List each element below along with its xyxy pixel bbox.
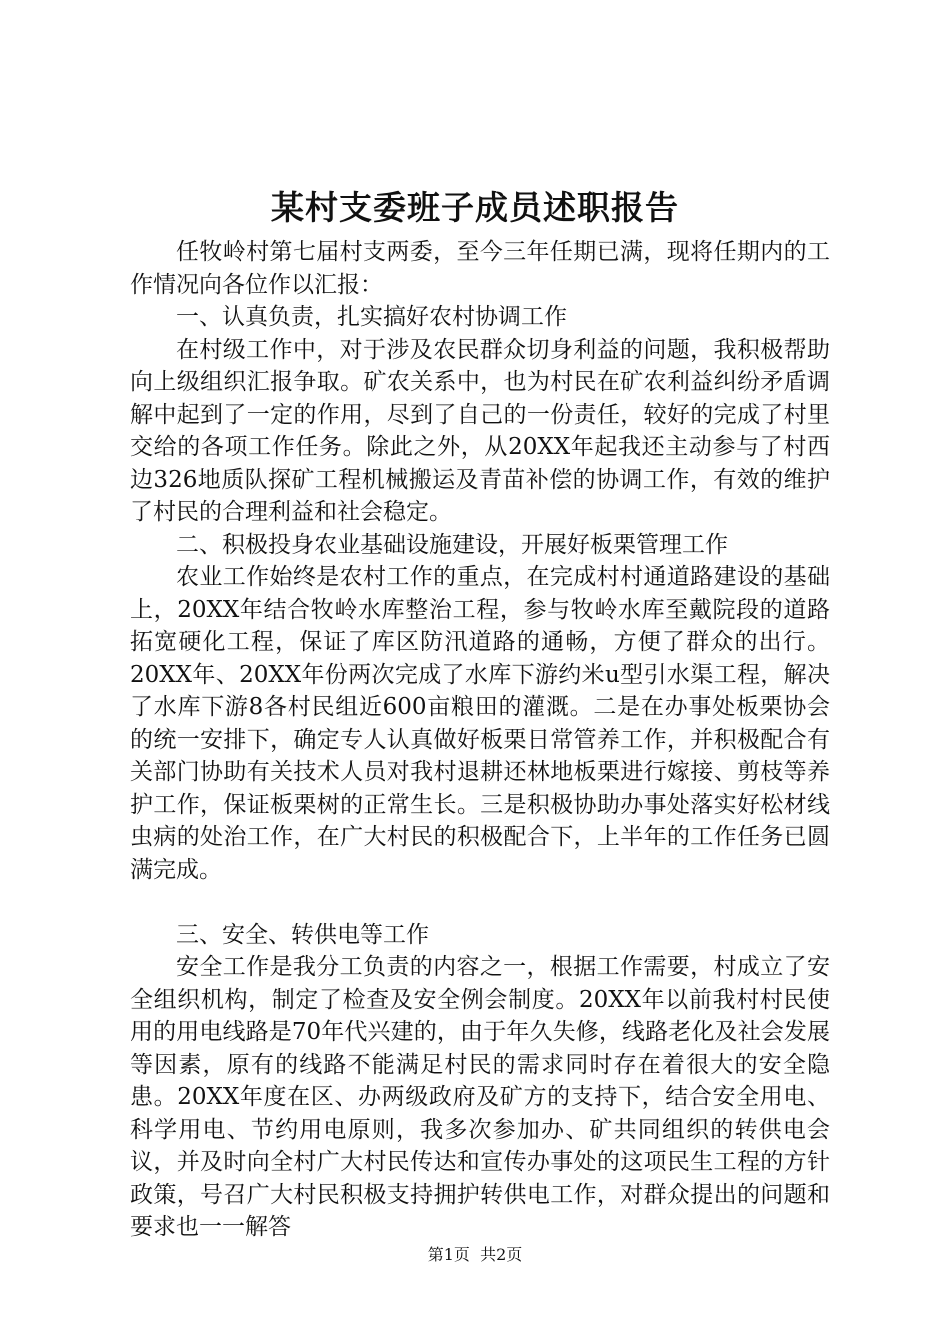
- page-footer: [0, 1244, 950, 1266]
- section-3-body: 安全工作是我分工负责的内容之一，根据工作需要，村成立了安全组织机构，制定了检查及安全例会制度。20XX年以前我村村民使用的用电线路是70年代兴建的，由于年久失修，线路老化及社会发展等因素，原有的线路不能满足村民的需求同时存在着很大的安全隐患。20XX年度在区、办两级政府及矿方的支持下，结合安全用电、科学用电、节约用电原则，我多次参加办、矿共同组织的转供电会议，并及时向全村广大村民传达和宣传办事处的这项民生工程的方针政策，号召广大村民积极支持拥护转供电工作，对群众提出的问题和要求也一一解答: [130, 954, 830, 1240]
- page-total: 共2页: [480, 1245, 523, 1264]
- section-2-heading: 二、积极投身农业基础设施建设，开展好板栗管理工作: [176, 531, 728, 558]
- page-number: 第1页: [427, 1245, 470, 1264]
- section-1-body: 在村级工作中，对于涉及农民群众切身利益的问题，我积极帮助向上级组织汇报争取。矿农关系中，也为村民在矿农利益纠纷矛盾调解中起到了一定的作用，尽到了自己的一份责任，较好的完成了村里交给的各项工作任务。除此之外，从20XX年起我还主动参与了村西边326地质队探矿工程机械搬运及青苗补偿的协调工作，有效的维护了村民的合理利益和社会稳定。: [130, 336, 830, 525]
- blank-line: [130, 886, 830, 919]
- intro-paragraph: 任牧岭村第七届村支两委，至今三年任期已满，现将任期内的工作情况向各位作以汇报：: [130, 239, 830, 298]
- document-title: 某村支委班子成员述职报告: [271, 188, 679, 227]
- document-body: [130, 236, 830, 1244]
- section-2-body: 农业工作始终是农村工作的重点，在完成村村通道路建设的基础上，20XX年结合牧岭水库整治工程，参与牧岭水库至戴院段的道路拓宽硬化工程，保证了库区防汛道路的通畅，方便了群众的出行。20XX年、20XX年份两次完成了水库下游约米u型引水渠工程，解决了水库下游8各村民组近600亩粮田的灌溉。二是在办事处板栗协会的统一安排下，确定专人认真做好板栗日常管养工作，并积极配合有关部门协助有关技术人员对我村退耕还林地板栗进行嫁接、剪枝等养护工作，保证板栗树的正常生长。三是积极协助办事处落实好松材线虫病的处治工作，在广大村民的积极配合下，上半年的工作任务已圆满完成。: [130, 564, 830, 883]
- section-1-heading: 一、认真负责，扎实搞好农村协调工作: [176, 304, 567, 330]
- section-3-heading: 三、安全、转供电等工作: [176, 921, 429, 948]
